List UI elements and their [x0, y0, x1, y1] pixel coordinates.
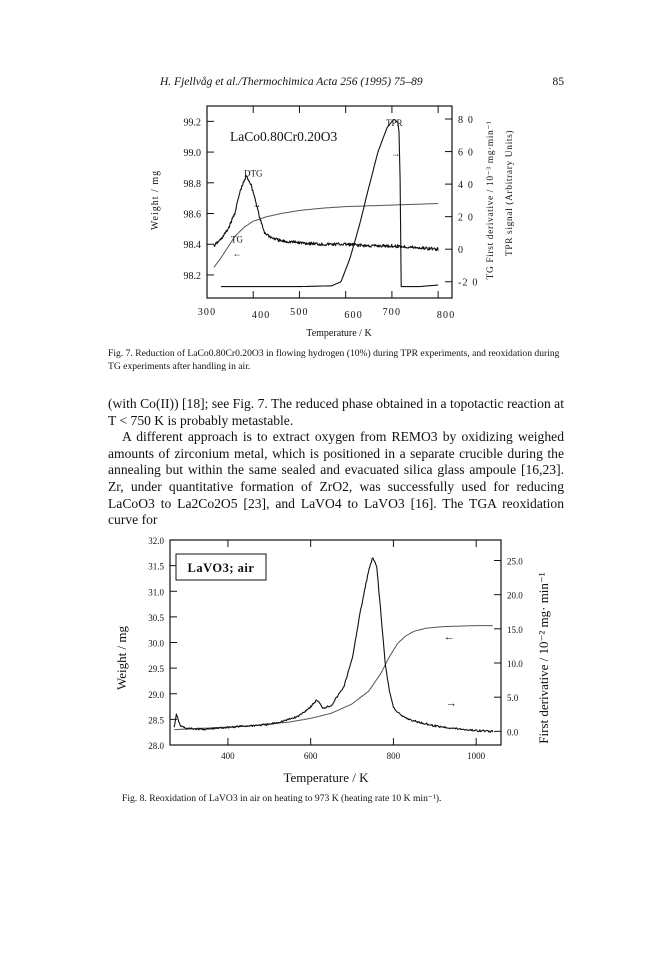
figure-7-y-axis-label: Weight / mg [150, 169, 161, 231]
y-tick-label: 98.2 [183, 270, 201, 282]
figure-8-right-axis-label: First derivative / 10⁻² mg· min⁻¹ [536, 572, 551, 744]
right-tick-label: 5.0 [507, 693, 519, 704]
figure-8-x-axis-label: Temperature / K [283, 770, 369, 785]
figure-8-y-axis-label: Weight / mg [114, 626, 129, 690]
y-tick-label: 98.4 [183, 240, 201, 252]
y-tick-label: 98.8 [183, 178, 201, 190]
annotation-label: TPR [385, 117, 403, 128]
x-tick-label: 600 [344, 310, 363, 321]
figure-7-series-group [214, 117, 438, 287]
figure-8-caption: Fig. 8. Reoxidation of LaVO3 in air on heating to 973 K (heating rate 10 K min⁻¹). [122, 793, 442, 804]
right-tick-label: 4 0 [458, 180, 475, 192]
y-tick-label: 99.0 [183, 148, 201, 160]
y-tick-label: 29.0 [148, 689, 164, 700]
x-tick-label: 800 [436, 310, 456, 321]
body-text [108, 396, 564, 529]
x-tick-label: 300 [197, 307, 217, 318]
right-tick-label: 0.0 [507, 727, 519, 738]
y-tick-label: 28.5 [148, 715, 164, 726]
y-tick-label: 29.5 [148, 664, 164, 675]
series-line-tg [214, 204, 438, 268]
y-tick-label: 98.6 [183, 209, 201, 221]
right-tick-label: -2 0 [458, 277, 479, 289]
y-tick-label: 32.0 [148, 536, 164, 546]
figure-8-annotations [444, 631, 457, 710]
right-tick-label: 6 0 [458, 147, 475, 159]
y-tick-label: 31.5 [148, 561, 164, 572]
x-tick-label: 400 [251, 310, 271, 321]
right-tick-label: 15.0 [507, 624, 523, 635]
x-tick-label: 800 [386, 751, 401, 761]
annotation-label: → [251, 199, 261, 210]
annotation-label: TG [231, 234, 244, 245]
figure-8-title: LaVO3; air [187, 561, 255, 575]
annotation-label: ← [443, 630, 455, 643]
running-title: H. Fjellvåg et al./Thermochimica Acta 256 (1995) 75–89 [160, 76, 423, 88]
page-header [0, 76, 672, 94]
figure-7-x-axis-label: Temperature / K [306, 328, 372, 339]
y-tick-label: 99.2 [183, 117, 201, 129]
figure-7-title: LaCo0.80Cr0.20O3 [230, 129, 338, 144]
right-tick-label: 25.0 [507, 556, 523, 567]
right-tick-label: 2 0 [458, 212, 475, 224]
annotation-label: ← [232, 248, 242, 259]
annotation-label: → [391, 148, 401, 159]
body-paragraph-2: A different approach is to extract oxygen from REMO3 by oxidizing weighed amounts of zirconium metal, which is positioned in a separate crucible during the annealing but within the same sealed and evacuated silica glass ampoule [16,23]. Zr, under quantitative formation of ZrO2, was successfully used for reducing LaCoO3 to La2Co2O5 [23], and LaVO4 to LaVO3 [16]. The TGA reoxidation curve for [108, 429, 564, 528]
right-tick-label: 0 [458, 245, 465, 257]
x-tick-label: 1000 [467, 751, 486, 761]
y-tick-label: 28.0 [148, 741, 164, 751]
annotation-label: → [445, 697, 457, 710]
annotation-label: DTG [243, 168, 263, 179]
y-tick-label: 31.0 [148, 587, 164, 598]
body-paragraph-1: (with Co(II)) [18]; see Fig. 7. The reduced phase obtained in a topotactic reaction at T < 750 K is probably metastable. [108, 396, 564, 428]
right-tick-label: 10.0 [507, 659, 523, 669]
series-line-dtg [214, 176, 438, 251]
right-tick-label: 8 0 [458, 115, 475, 127]
y-tick-label: 30.0 [148, 638, 164, 649]
figure-7-right-axis-label-2: TPR signal (Arbitrary Units) [505, 129, 515, 257]
figure-7-right-axis-label-1: TG First derivative / 10⁻³ mg·min⁻¹ [486, 120, 496, 280]
x-tick-label: 700 [382, 307, 402, 318]
x-tick-label: 600 [303, 751, 318, 761]
page-number: 85 [552, 76, 564, 88]
figure-7-caption: Fig. 7. Reduction of LaCo0.80Cr0.20O3 in flowing hydrogen (10%) during TPR experiments, and reoxidation during TG experiments after handling in air. [108, 348, 560, 372]
x-tick-label: 400 [221, 751, 235, 761]
y-tick-label: 30.5 [148, 612, 164, 623]
figure-7-chart [130, 98, 530, 343]
right-tick-label: 20.0 [507, 590, 523, 601]
figure-8-chart [108, 532, 564, 790]
x-tick-label: 500 [290, 307, 309, 318]
